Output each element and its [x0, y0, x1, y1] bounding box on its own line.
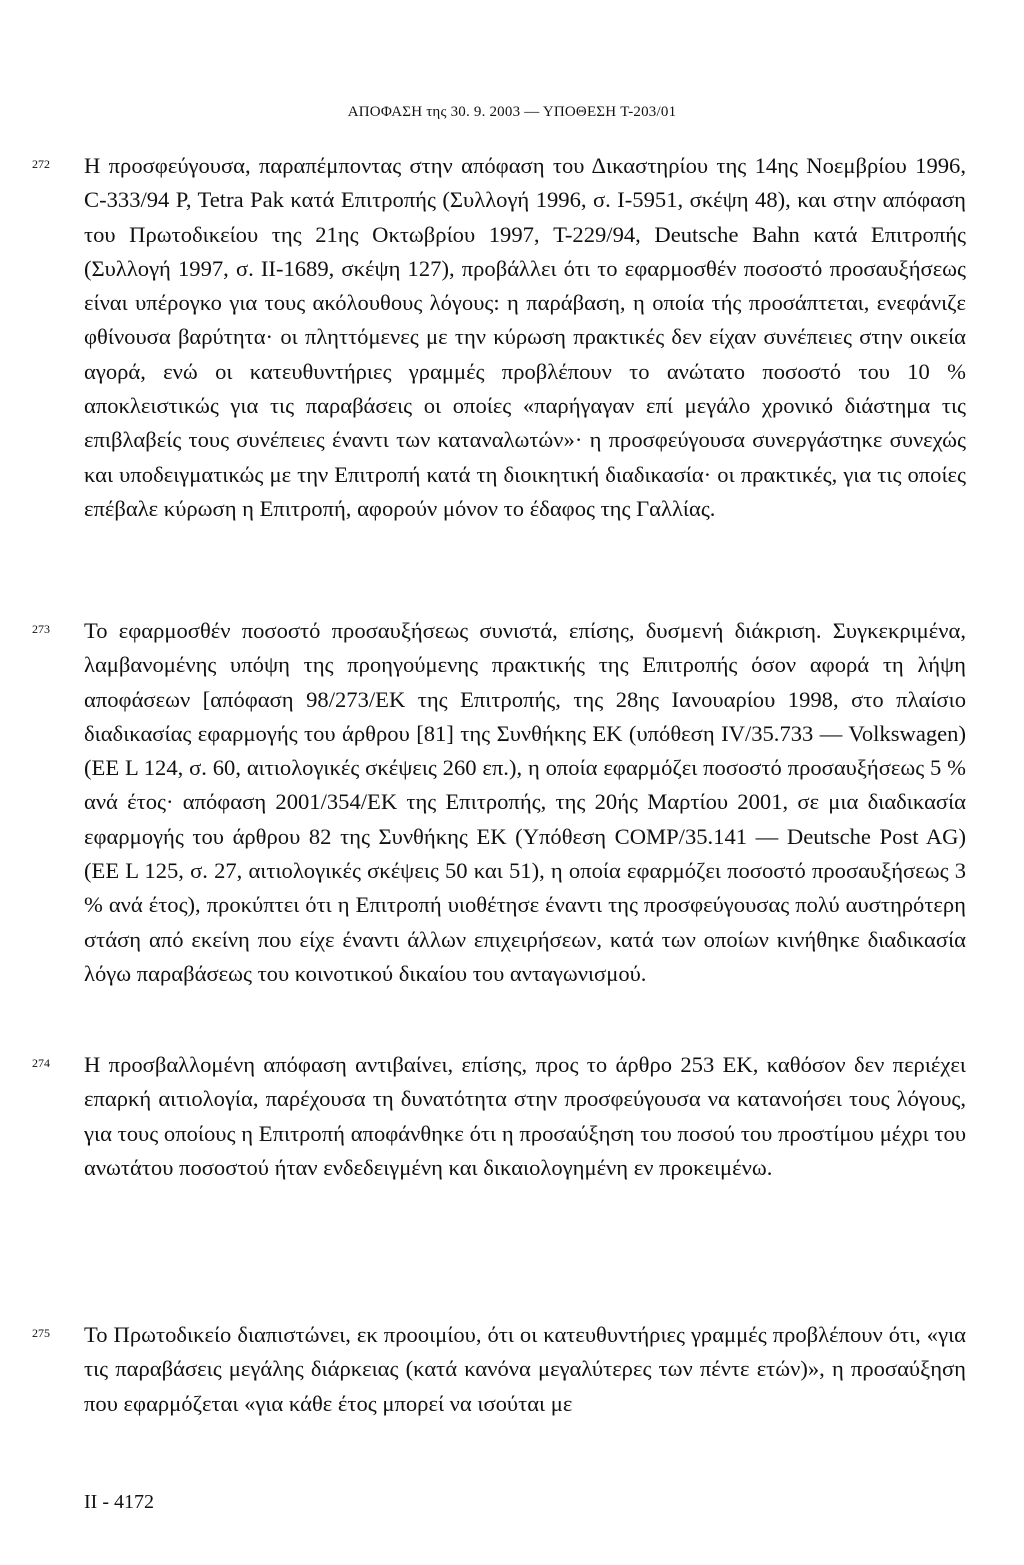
paragraph-273	[32, 614, 966, 991]
paragraph-text: Το Πρωτοδικείο διαπιστώνει, εκ προοιμίου, ότι οι κατευθυντήριες γραμμές προβλέπουν ότι, «για τις παραβάσεις μεγάλης διάρκειας (κατά κανόνα μεγαλύτερες των πέντε ετών)», η προσαύξηση που εφαρμόζεται «για κάθε έτος μπορεί να ισούται με	[84, 1322, 966, 1416]
paragraph-text: Η προσφεύγουσα, παραπέμποντας στην απόφαση του Δικαστηρίου της 14ης Νοεμβρίου 1996, C-333/94 P, Tetra Pak κατά Επιτροπής (Συλλογή 1996, σ. I-5951, σκέψη 48), και στην απόφαση του Πρωτοδικείου της 21ης Οκτωβρίου 1997, T-229/94, Deutsche Bahn κατά Επιτροπής (Συλλογή 1997, σ. II-1689, σκέψη 127), προβάλλει ότι το εφαρμοσθέν ποσοστό προσαυξήσεως είναι υπέρογκο για τους ακόλουθους λόγους: η παράβαση, η οποία τής προσάπτεται, ενεφάνιζε φθίνουσα βαρύτητα· οι πληττόμενες με την κύρωση πρακτικές δεν είχαν συνέπειες στην οικεία αγορά, ενώ οι κατευθυντήριες γραμμές προβλέπουν το ανώτατο ποσοστό του 10 % αποκλειστικώς για τις παραβάσεις οι οποίες «παρήγαγαν επί μεγάλο χρονικό διάστημα τις επιβλαβείς τους συνέπειες έναντι των καταναλωτών»· η προσφεύγουσα συνεργάστηκε συνεχώς και υποδειγματικώς με την Επιτροπή κατά τη διοικητική διαδικασία· οι πρακτικές, για τις οποίες επέβαλε κύρωση η Επιτροπή, αφορούν μόνον το έδαφος της Γαλλίας.	[84, 153, 966, 521]
running-header: ΑΠΟΦΑΣΗ της 30. 9. 2003 — ΥΠΟΘΕΣΗ T-203/01	[347, 104, 677, 120]
paragraph-number: 273	[32, 622, 50, 636]
paragraph-number: 272	[32, 157, 50, 171]
paragraph-275	[32, 1318, 966, 1421]
paragraph-text: Το εφαρμοσθέν ποσοστό προσαυξήσεως συνιστά, επίσης, δυσμενή διάκριση. Συγκεκριμένα, λαμβανομένης υπόψη της προηγούμενης πρακτικής της Επιτροπής όσον αφορά τη λήψη αποφάσεων [απόφαση 98/273/ΕΚ της Επιτροπής, της 28ης Ιανουαρίου 1998, στο πλαίσιο διαδικασίας εφαρμογής του άρθρου [81] της Συνθήκης ΕΚ (υπόθεση IV/35.733 — Volkswagen) (ΕΕ L 124, σ. 60, αιτιολογικές σκέψεις 260 επ.), η οποία εφαρμόζει ποσοστό προσαυξήσεως 5 % ανά έτος· απόφαση 2001/354/ΕΚ της Επιτροπής, της 20ής Μαρτίου 2001, σε μια διαδικασία εφαρμογής του άρθρου 82 της Συνθήκης ΕΚ (Υπόθεση COMP/35.141 — Deutsche Post AG) (ΕΕ L 125, σ. 27, αιτιολογικές σκέψεις 50 και 51), η οποία εφαρμόζει ποσοστό προσαυξήσεως 3 % ανά έτος), προκύπτει ότι η Επιτροπή υιοθέτησε έναντι της προσφεύγουσας πολύ αυστηρότερη στάση από εκείνη που είχε έναντι άλλων επιχειρήσεων, κατά των οποίων κινήθηκε διαδικασία λόγω παραβάσεως του κοινοτικού δικαίου του ανταγωνισμού.	[84, 618, 966, 986]
paragraph-text: Η προσβαλλομένη απόφαση αντιβαίνει, επίσης, προς το άρθρο 253 ΕΚ, καθόσον δεν περιέχει επαρκή αιτιολογία, παρέχουσα τη δυνατότητα στην προσφεύγουσα να κατανοήσει τους λόγους, για τους οποίους η Επιτροπή αποφάνθηκε ότι η προσαύξηση του ποσού του προστίμου μέχρι του ανωτάτου ποσοστού ήταν ενδεδειγμένη και δικαιολογημένη εν προκειμένω.	[84, 1052, 966, 1180]
paragraph-number: 275	[32, 1326, 50, 1340]
paragraph-274	[32, 1048, 966, 1185]
paragraph-272	[32, 149, 966, 526]
page-number: II - 4172	[84, 1491, 154, 1513]
paragraph-number: 274	[32, 1056, 50, 1070]
